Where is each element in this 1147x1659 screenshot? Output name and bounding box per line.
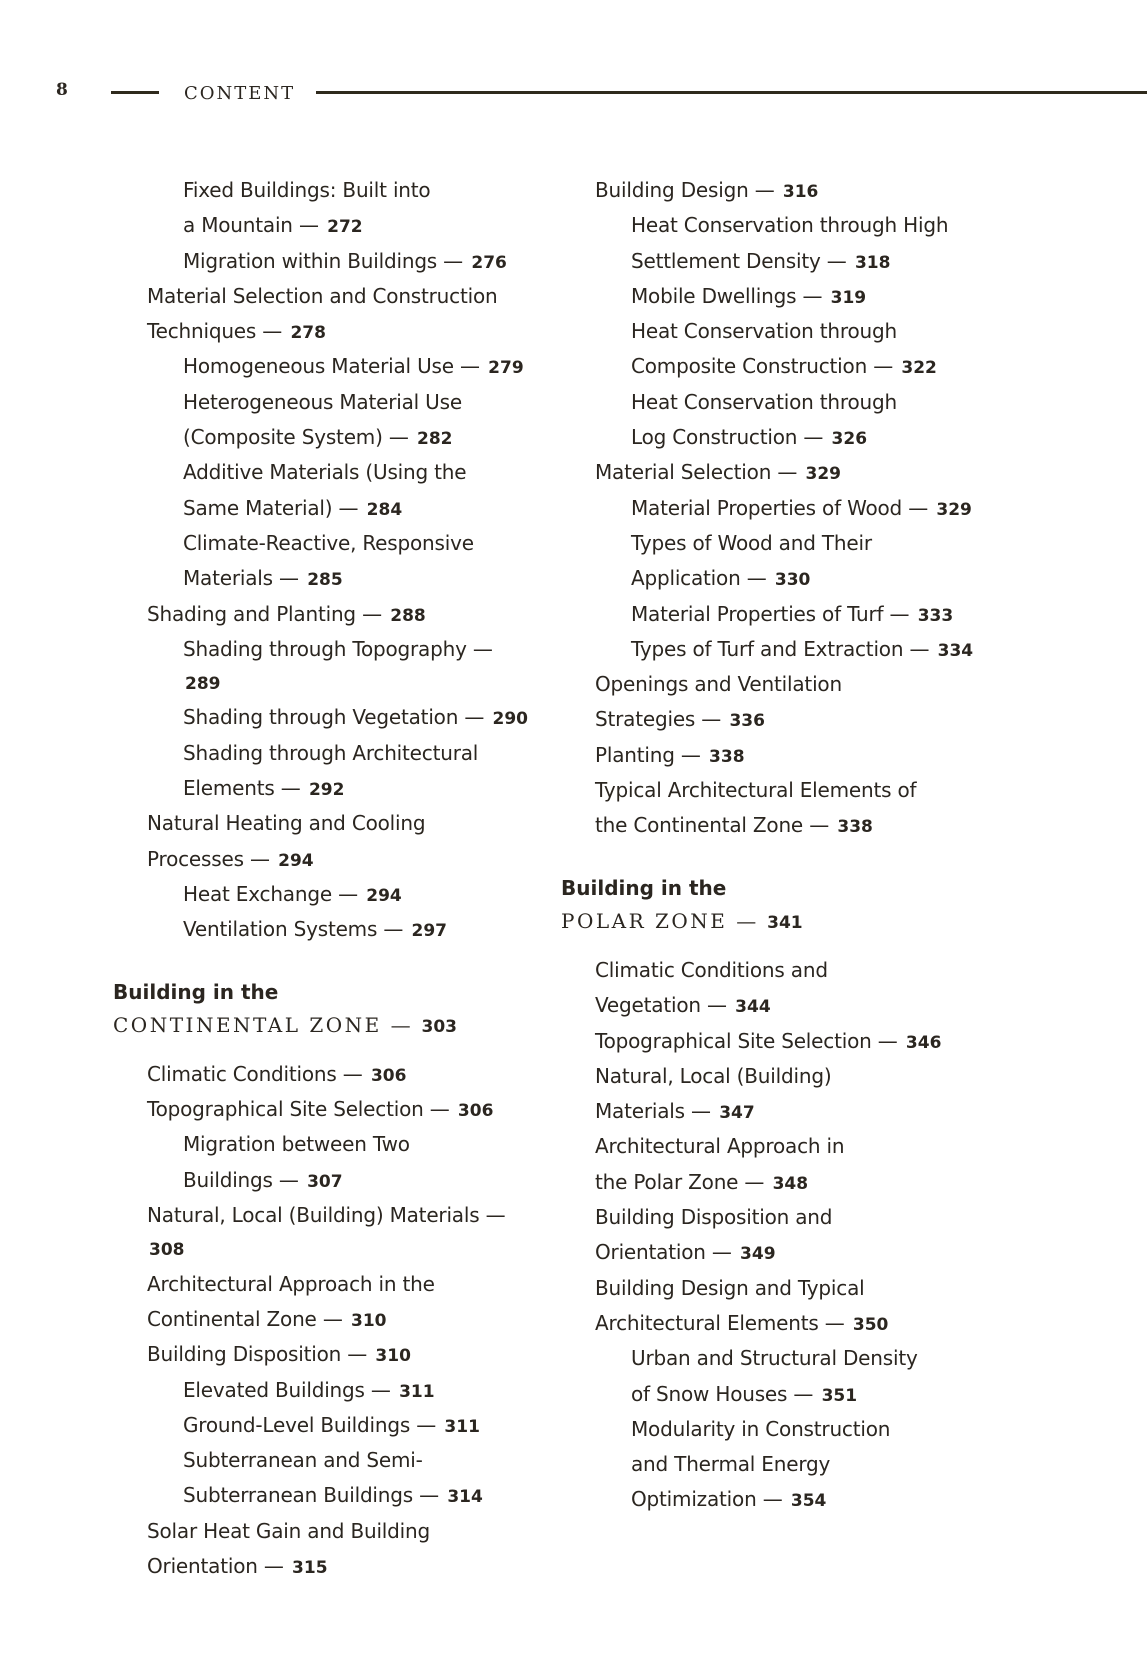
toc-entry: Log Construction — 326 <box>631 425 868 450</box>
toc-entry: Strategies — 336 <box>595 707 765 732</box>
toc-entry: Topographical Site Selection — 306 <box>147 1097 494 1122</box>
toc-entry: Elevated Buildings — 311 <box>183 1377 435 1402</box>
toc-entry: Subterranean and Semi- <box>183 1448 423 1473</box>
toc-entry: of Snow Houses — 351 <box>631 1381 858 1406</box>
toc-entry: Climatic Conditions — 306 <box>147 1061 407 1086</box>
toc-entry: Building Design and Typical <box>595 1275 865 1300</box>
toc-entry: Typical Architectural Elements of <box>595 778 917 803</box>
toc-entry: Composite Construction — 322 <box>631 354 937 379</box>
toc-entry: Natural, Local (Building) <box>595 1063 832 1088</box>
section-heading-page: 303 <box>421 1016 457 1037</box>
section-heading-title: POLAR ZONE — <box>561 908 759 933</box>
toc-entry: Techniques — 278 <box>147 319 326 344</box>
toc-entry: Shading through Vegetation — 290 <box>183 705 529 730</box>
toc-entry: Application — 330 <box>631 566 811 591</box>
toc-entry: Planting — 338 <box>595 742 745 767</box>
section-heading-polar <box>561 872 981 940</box>
running-title: CONTENT <box>184 83 296 104</box>
toc-entry: (Composite System) — 282 <box>183 425 453 450</box>
toc-entry: Optimization — 354 <box>631 1487 827 1512</box>
toc-entry: Material Properties of Wood — 329 <box>631 495 972 520</box>
header-rule-left <box>111 91 159 94</box>
section-heading-prefix: Building in the <box>113 979 279 1004</box>
toc-entry: Urban and Structural Density <box>631 1346 918 1371</box>
toc-entry: Shading and Planting — 288 <box>147 601 426 626</box>
toc-entry: Orientation — 315 <box>147 1553 328 1578</box>
toc-entry: Architectural Approach in <box>595 1134 845 1159</box>
toc-entry: Settlement Density — 318 <box>631 248 891 273</box>
toc-entry: Continental Zone — 310 <box>147 1306 387 1331</box>
section-heading-page: 341 <box>767 912 803 933</box>
toc-entry: Solar Heat Gain and Building <box>147 1518 430 1543</box>
header-rule-right <box>316 91 1147 94</box>
page-number: 8 <box>56 80 68 100</box>
toc-column-left <box>113 174 533 1585</box>
toc-entry: Materials — 285 <box>183 566 343 591</box>
toc-entry: Heat Conservation through <box>631 319 897 344</box>
toc-entry: Types of Wood and Their <box>631 530 872 555</box>
toc-entry: Ground-Level Buildings — 311 <box>183 1412 480 1437</box>
toc-entry: Natural, Local (Building) Materials — 308 <box>147 1203 506 1261</box>
toc-entry: Materials — 347 <box>595 1099 755 1124</box>
toc-entry: Openings and Ventilation <box>595 672 842 697</box>
toc-entry: Buildings — 307 <box>183 1167 343 1192</box>
toc-entry: Processes — 294 <box>147 846 314 871</box>
toc-entry: Modularity in Construction <box>631 1416 891 1441</box>
toc-entry: Material Selection — 329 <box>595 460 841 485</box>
toc-entry: Topographical Site Selection — 346 <box>595 1028 942 1053</box>
toc-entry: a Mountain — 272 <box>183 213 363 238</box>
toc-entry: Heat Conservation through <box>631 389 897 414</box>
toc-entry: Building Design — 316 <box>595 178 819 202</box>
toc-entry: the Polar Zone — 348 <box>595 1169 809 1194</box>
toc-entry: Heat Exchange — 294 <box>183 881 402 906</box>
toc-entry: Homogeneous Material Use — 279 <box>183 354 524 379</box>
toc-entry: Same Material) — 284 <box>183 495 403 520</box>
toc-entry: Shading through Architectural <box>183 740 479 765</box>
section-heading-prefix: Building in the <box>561 875 727 900</box>
page-header <box>0 0 1147 130</box>
toc-entry: Building Disposition and <box>595 1205 833 1230</box>
toc-entry: Architectural Elements — 350 <box>595 1310 889 1335</box>
toc-entry: Material Properties of Turf — 333 <box>631 601 954 626</box>
toc-entry: Heat Conservation through High <box>631 213 949 238</box>
toc-entry: Orientation — 349 <box>595 1240 776 1265</box>
toc-entry: Fixed Buildings: Built into <box>183 178 431 202</box>
toc-entry: Climate-Reactive, Responsive <box>183 530 474 555</box>
toc-entry: Types of Turf and Extraction — 334 <box>631 636 974 661</box>
toc-entry: Migration within Buildings — 276 <box>183 248 507 273</box>
toc-entry: Heterogeneous Material Use <box>183 389 462 414</box>
toc-entry: Climatic Conditions and <box>595 957 828 982</box>
toc-entry: Migration between Two <box>183 1132 410 1157</box>
toc-entry: Additive Materials (Using the <box>183 460 467 485</box>
toc-entry: Building Disposition — 310 <box>147 1342 411 1367</box>
toc-entry: the Continental Zone — 338 <box>595 813 873 838</box>
toc-entry: Material Selection and Construction <box>147 283 498 308</box>
toc-entry: Natural Heating and Cooling <box>147 811 426 836</box>
section-heading-title: CONTINENTAL ZONE — <box>113 1012 414 1037</box>
toc-entry: Shading through Topography — 289 <box>183 636 493 695</box>
section-heading-continental <box>113 976 533 1044</box>
toc-entry: Architectural Approach in the <box>147 1271 435 1296</box>
toc-entry: and Thermal Energy <box>631 1452 831 1477</box>
toc-entry: Vegetation — 344 <box>595 993 771 1018</box>
toc-entry: Ventilation Systems — 297 <box>183 917 448 942</box>
toc-entry: Mobile Dwellings — 319 <box>631 283 867 308</box>
toc-entry: Elements — 292 <box>183 776 345 801</box>
toc-column-right <box>561 174 981 1519</box>
toc-entry: Subterranean Buildings — 314 <box>183 1483 483 1508</box>
